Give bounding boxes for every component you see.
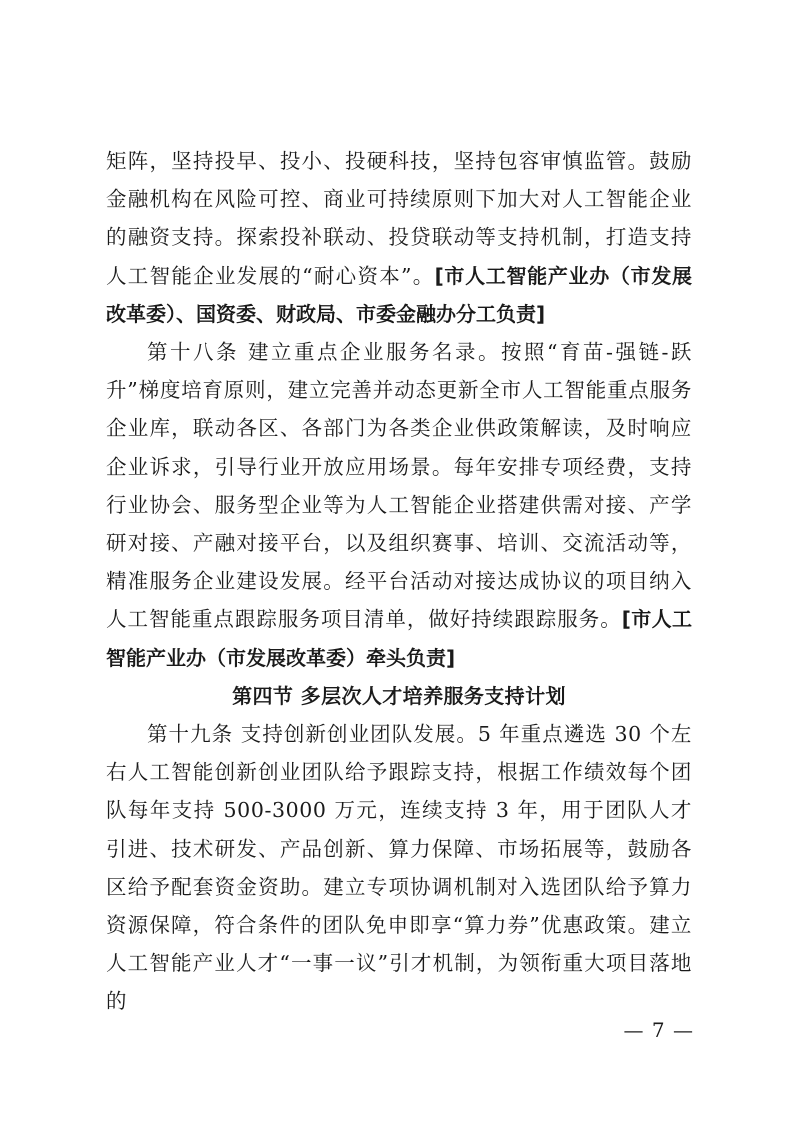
article-19: 第十九条 支持创新创业团队发展。5 年重点遴选 30 个左右人工智能创新创业团队给予跟踪支持，根据工作绩效每个团队每年支持 500-3000 万元，连续支持 3 年，用于团队人才引进、技术研发、产品创新、算力保障、市场拓展等，鼓励各区给予配套资金资助。建立专项协调机制对入选团队给予算力资源保障，符合条件的团队免申即享“算力券”优惠政策。建立人工智能产业人才“一事一议”引才机制，为领衔重大项目落地的 (106, 722, 692, 1014)
article-18 (106, 333, 692, 677)
page-number: — 7 — (623, 1018, 694, 1042)
article-18-text: 第十八条 建立重点企业服务名录。按照“育苗-强链-跃升”梯度培育原则，建立完善并动态更新全市人工智能重点服务企业库，联动各区、各部门为各类企业供政策解读，及时响应企业诉求，引导行业开放应用场景。每年安排专项经费，支持行业协会、服务型企业等为人工智能企业搭建供需对接、产学研对接、产融对接平台，以及组织赛事、培训、交流活动等，精准服务企业建设发展。经平台活动对接达成协议的项目纳入人工智能重点跟踪服务项目清单，做好持续跟踪服务。 (106, 340, 692, 632)
responsibility-note-financing: [市人工智能产业办（市发展改革委）、国资委、财政局、市委金融办分工负责] (106, 263, 693, 326)
paragraph-financing-text: 矩阵，坚持投早、投小、投硬科技，坚持包容审慎监管。鼓励金融机构在风险可控、商业可持续原则下加大对人工智能企业的融资支持。探索投补联动、投贷联动等支持机制，打造支持人工智能企业发展的“耐心资本”。 (106, 149, 692, 288)
section-heading: 第四节 多层次人才培养服务支持计划 (232, 683, 566, 708)
document-body (106, 142, 692, 1021)
paragraph-financing (106, 142, 692, 333)
responsibility-note-article-18: [市人工智能产业办（市发展改革委）牵头负责] (106, 607, 693, 670)
